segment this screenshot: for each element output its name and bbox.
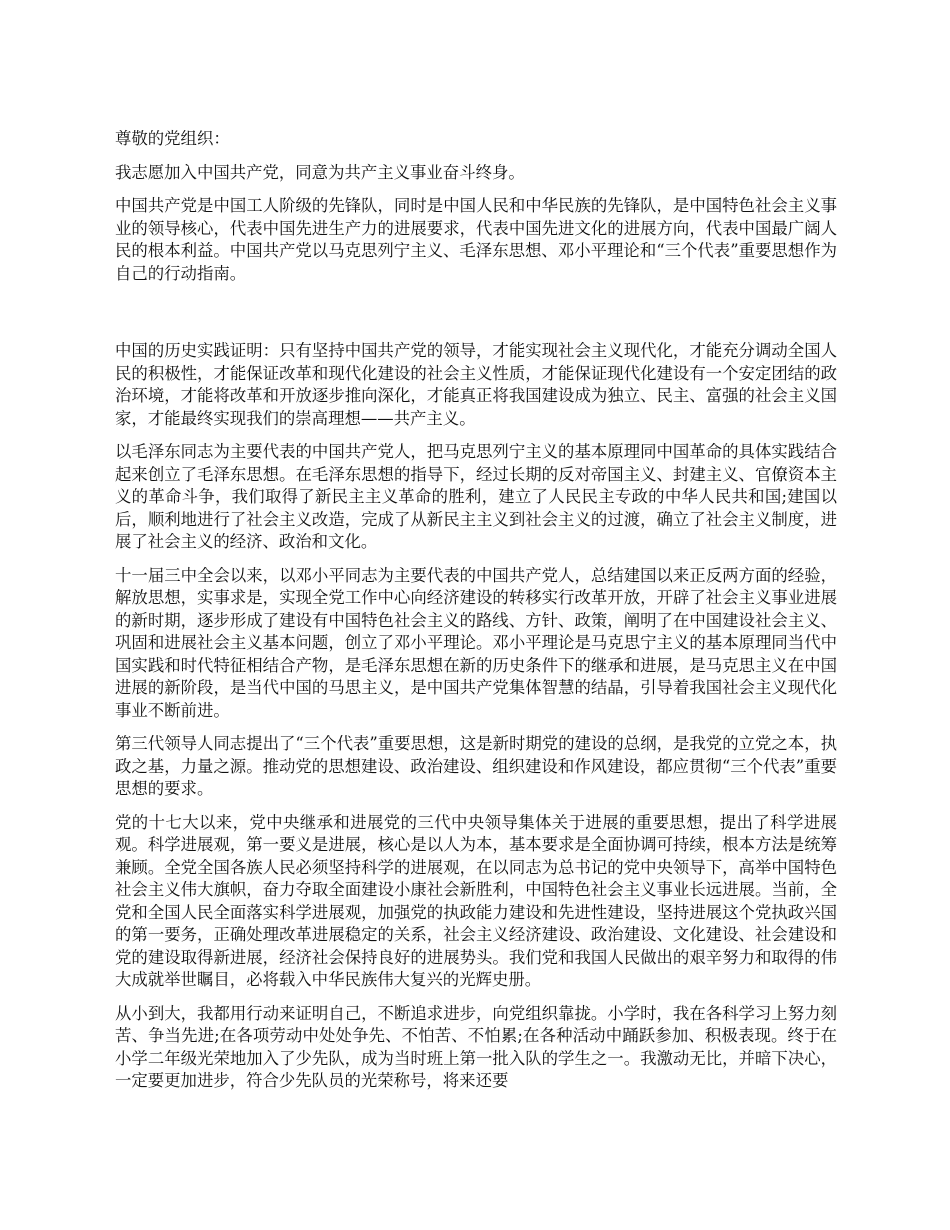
- salutation: 尊敬的党组织：: [115, 129, 230, 148]
- paragraph-scientific-development: 党的十七大以来，党中央继承和进展党的三代中央领导集体关于进展的重要思想，提出了科学进展观。科学进展观，第一要义是进展，核心是以人为本，基本要求是全面协调可持续，根本方法是统筹兼顾。全党全国各族人民必须坚持科学的进展观，在以同志为总书记的党中央领导下，高举中国特色社会主义伟大旗帜，奋力夺取全面建设小康社会新胜利，中国特色社会主义事业长远进展。当前，全党和全国人民全面落实科学进展观，加强党的执政能力建设和先进性建设，坚持进展这个党执政兴国的第一要务，正确处理改革进展稳定的关系，社会主义经济建设、政治建设、文化建设、社会建设和党的建设取得新进展，经济社会保持良好的进展势头。我们党和我国人民做出的艰辛努力和取得的伟大成就举世瞩目，必将载入中华民族伟大复兴的光辉史册。: [115, 812, 837, 989]
- paragraph-deng-theory: 十一届三中全会以来，以邓小平同志为主要代表的中国共产党人，总结建国以来正反两方面的经验，解放思想，实事求是，实现全党工作中心向经济建设的转移实行改革开放，开辟了社会主义事业进展的新时期，逐步形成了建设有中国特色社会主义的路线、方针、政策，阐明了在中国建设社会主义、巩固和进展社会主义基本问题，创立了邓小平理论。邓小平理论是马克思宁主义的基本原理同当代中国实践和时代特征相结合产物，是毛泽东思想在新的历史条件下的继承和进展，是马克思主义在中国进展的新阶段，是当代中国的马思主义，是中国共产党集体智慧的结晶，引导着我国社会主义现代化事业不断前进。: [115, 565, 837, 720]
- paragraph-pledge: 我志愿加入中国共产党，同意为共产主义事业奋斗终身。: [115, 162, 525, 182]
- paragraph-historical-practice: 中国的历史实践证明：只有坚持中国共产党的领导，才能实现社会主义现代化，才能充分调动全国人民的积极性，才能保证改革和现代化建设的社会主义性质，才能保证现代化建设有一个安定团结的政治环境，才能将改革和开放逐步推向深化，才能真正将我国建设成为独立、民主、富强的社会主义国家，才能最终实现我们的崇高理想——共产主义。: [115, 341, 837, 428]
- paragraph-three-represents: 第三代领导人同志提出了“三个代表”重要思想，这是新时期党的建设的总纲，是我党的立党之本，执政之基，力量之源。推动党的思想建设、政治建设、组织建设和作风建设，都应贯彻“三个代表”重要思想的要求。: [115, 734, 837, 798]
- paragraph-party-nature: 中国共产党是中国工人阶级的先锋队，同时是中国人民和中华民族的先锋队，是中国特色社会主义事业的领导核心，代表中国先进生产力的进展要求，代表中国先进文化的进展方向，代表中国最广阔人民的根本利益。中国共产党以马克思列宁主义、毛泽东思想、邓小平理论和“三个代表”重要思想作为自己的行动指南。: [115, 196, 837, 283]
- application-letter: [115, 128, 837, 1104]
- paragraph-personal-history: 从小到大，我都用行动来证明自己，不断追求进步，向党组织靠拢。小学时，我在各科学习上努力刻苦、争当先进;在各项劳动中处处争先、不怕苦、不怕累;在各种活动中踊跃参加、积极表现。终于在小学二年级光荣地加入了少先队，成为当时班上第一批入队的学生之一。我激动无比，并暗下决心，一定要更加进步，符合少先队员的光荣称号，将来还要: [115, 1003, 837, 1090]
- paragraph-mao-thought: 以毛泽东同志为主要代表的中国共产党人，把马克思列宁主义的基本原理同中国革命的具体实践结合起来创立了毛泽东思想。在毛泽东思想的指导下，经过长期的反对帝国主义、封建主义、官僚资本主义的革命斗争，我们取得了新民主主义革命的胜利，建立了人民民主专政的中华人民共和国;建国以后，顺利地进行了社会主义改造，完成了从新民主主义到社会主义的过渡，确立了社会主义制度，进展了社会主义的经济、政治和文化。: [115, 442, 837, 551]
